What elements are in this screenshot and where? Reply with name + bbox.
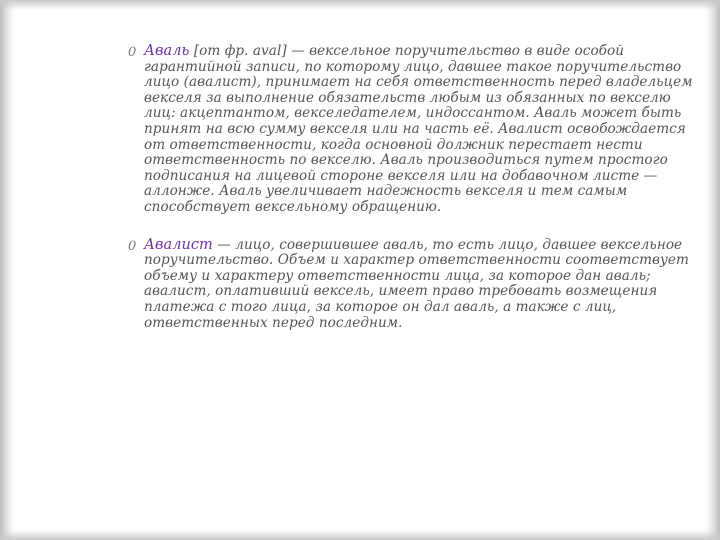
slide-right-shadow: [706, 0, 720, 540]
term-aval: Аваль: [144, 43, 190, 59]
slide-content: [128, 44, 696, 353]
slide-top-shadow: [0, 0, 720, 10]
slide-bottom-shadow: [0, 530, 720, 540]
definition-aval-text: [от фр. aval] — вексельное поручительство в виде особой гарантийной записи, по которому лицо, давшее такое поручительство лицо (авалист), принимает на себя ответственность перед владельцем векселя за выполнение обязательств любым из обязанных по векселю лиц: акцептантом, векселедателем, индоссантом. Аваль может быть принят на всю сумму векселя или на часть её. Авалист освобождается от ответственности, когда основной должник перестает нести ответственность по векселю. Аваль производиться путем простого подписания на лицевой стороне векселя или на добавочном листе — аллонже. Аваль увеличивает надежность векселя и тем самым способствует вексельному обращению.: [144, 43, 693, 215]
definition-avalist: [128, 238, 696, 332]
term-avalist: Авалист: [144, 236, 213, 253]
bullet-marker: 0: [128, 45, 137, 60]
definition-aval: [128, 44, 696, 216]
slide-left-shadow: [0, 0, 14, 540]
bullet-marker: 0: [128, 238, 137, 254]
definition-avalist-text: — лицо, совершившее аваль, то есть лицо, давшее вексельное поручительство. Объем и характер ответственности соответствует объему и характеру ответственности лица, за которое дан аваль; авалист, оплативший вексель, имеет право требовать возмещения платежа с того лица, за которое он дал аваль, а также с лиц, ответственных перед последним.: [144, 236, 689, 331]
